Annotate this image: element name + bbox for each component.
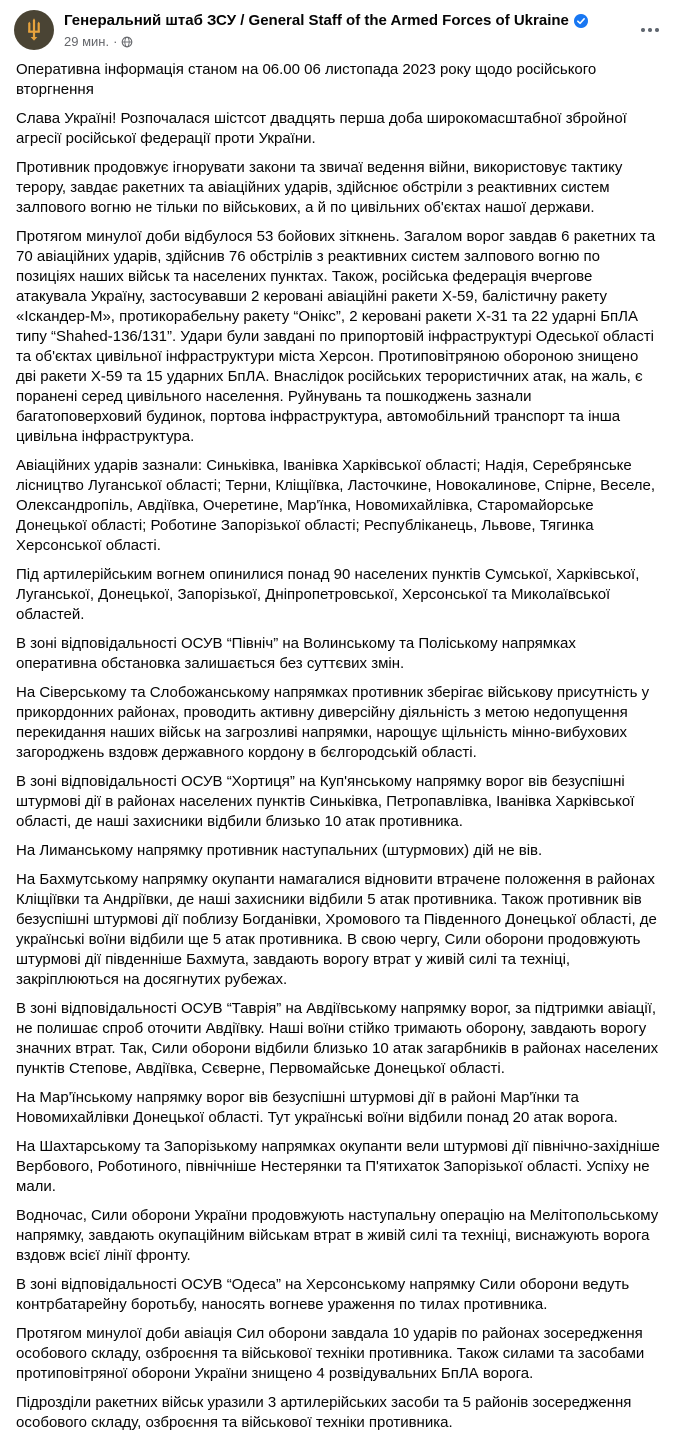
post-paragraph: Підрозділи ракетних військ уразили 3 артилерійських засоби та 5 районів зосередження особового складу, озброєння та військової техніки противника. bbox=[16, 1394, 632, 1431]
post-paragraph: На Сіверському та Слобожанському напрямках противник зберігає військову присутність у прикордонних районах, проводить активну диверсійну діяльність з метою недопущення перекидання наших військ на загрозливі напрямки, нарощує щільність мінно-вибухових загороджень вздовж державного кордону в бєлгородській області. bbox=[16, 684, 650, 761]
post-timestamp[interactable]: 29 мин. bbox=[64, 34, 110, 49]
post-paragraph: На Бахмутському напрямку окупанти намагалися відновити втрачене положення в районах Кліщіївки та Андріївки, де наші захисники відбили 5 атак противника. Також противник вів безуспішні штурмові дії поблизу Богданівки, Хромового та Південного Донецької області, де українські воїни відбили ще 5 атак противника. В свою чергу, Сили оборони продовжують штурмові дії південніше Бахмута, завдають ворогу втрат у живій силі та техніці, закріплюються на досягнутих рубежах. bbox=[16, 871, 657, 988]
post-paragraph: Авіаційних ударів зазнали: Синьківка, Іванівка Харківської області; Надія, Серебрянське лісництво Луганської області; Терни, Кліщіївка, Ласточкине, Новокалинове, Спірне, Веселе, Олександропіль, Авдіївка, Очеретине, Мар'їнка, Новомихайлівка, Старомайорське Донецької області; Роботине Запорізької області; Республіканець, Львове, Тягинка Херсонської області. bbox=[16, 457, 656, 554]
post-paragraph: В зоні відповідальності ОСУВ “Одеса” на Херсонському напрямку Сили оборони ведуть контрбатарейну боротьбу, наносять вогневе ураження по тилах противника. bbox=[16, 1276, 630, 1313]
verified-badge-icon bbox=[574, 14, 588, 28]
post-meta-row bbox=[64, 34, 588, 50]
post-paragraph: В зоні відповідальності ОСУВ “Таврія” на Авдіївському напрямку ворог, за підтримки авіації, не полишає спроб оточити Авдіївку. Наші воїни стійко тримають оборону, завдають ворогу значних втрат. Так, Сили оборони відбили близько 10 атак загарбників в районах населених пунктів Степове, Авдіївка, Сєверне, Первомайське Донецької області. bbox=[16, 1000, 659, 1077]
globe-icon bbox=[121, 36, 133, 48]
post-paragraph: На Шахтарському та Запорізькому напрямках окупанти вели штурмові дії північно-західніше Вербового, Роботиного, північніше Нестерянки та П'ятихаток Запорізької області. Успіху не мали. bbox=[16, 1138, 660, 1195]
post-text bbox=[14, 60, 660, 1433]
meta-separator: · bbox=[113, 34, 118, 49]
author-row bbox=[64, 11, 588, 30]
post-paragraph: Протягом минулої доби відбулося 53 бойових зіткнень. Загалом ворог завдав 6 ракетних та 70 авіаційних ударів, здійснив 76 обстрілів з реактивних систем залпового вогню по позиціях наших військ та населених пунктах. Також, російська федерація вчергове атакувала Україну, застосувавши 2 керовані авіаційні ракети Х-59, балістичну ракету «Іскандер-М», протикорабельну ракету “Онікс”, 2 керовані ракети Х-31 та 22 ударні БпЛА типу “Shahed-136/131”. Удари були завдані по припортовій інфраструктурі Одеської області та об'єктах цивільної інфраструктури міста Херсон. Протиповітряною обороною знищено дві ракети Х-59 та 15 ударних БпЛА. Внаслідок російських терористичних атак, на жаль, є поранені серед цивільного населення. Руйнувань та пошкоджень зазнали багатоповерховий будинок, портова інфраструктура, автомобільний транспорт та інша цивільна інфраструктура. bbox=[16, 228, 656, 445]
more-options-button[interactable] bbox=[634, 14, 666, 46]
post-paragraph: Противник продовжує ігнорувати закони та звичаї ведення війни, використовує тактику терору, завдає ракетних та авіаційних ударів, здійснює обстріли з реактивних систем залпового вогню не тільки по військових, а й по цивільних об'єктах нашої держави. bbox=[16, 159, 623, 216]
post-paragraph: Слава Україні! Розпочалася шістсот двадцять перша доба широкомасштабної збройної агресії російської федерації проти України. bbox=[16, 110, 627, 147]
post-paragraph: Протягом минулої доби авіація Сил оборони завдала 10 ударів по районах зосередження особового складу, озброєння та військової техніки противника. Також силами та засобами протиповітряної оборони України знищено 4 розвідувальних БпЛА ворога. bbox=[16, 1325, 645, 1382]
post-paragraph: На Лиманському напрямку противник наступальних (штурмових) дій не вів. bbox=[16, 842, 543, 859]
post-paragraph: Оперативна інформація станом на 06.00 06 листопада 2023 року щодо російського вторгнення bbox=[16, 61, 597, 98]
post-paragraph: Водночас, Сили оборони України продовжують наступальну операцію на Мелітопольському напрямку, завдають окупаційним військам втрат в живій силі та техніці, виснажують ворога вздовж всієї лінії фронту. bbox=[16, 1207, 659, 1264]
post-paragraph: Під артилерійським вогнем опинилися понад 90 населених пунктів Сумської, Харківської, Луганської, Донецької, Запорізької, Дніпропетровської, Херсонської та Миколаївської областей. bbox=[16, 566, 640, 623]
post-header bbox=[14, 10, 660, 50]
ukraine-trident-icon bbox=[22, 17, 46, 43]
page-avatar[interactable] bbox=[14, 10, 54, 50]
post-header-info bbox=[64, 10, 588, 50]
post-paragraph: На Мар'їнському напрямку ворог вів безуспішні штурмові дії в районі Мар'їнки та Новомихайлівки Донецької області. Тут українські воїни відбили понад 20 атак ворога. bbox=[16, 1089, 618, 1126]
page-name-link[interactable]: Генеральний штаб ЗСУ / General Staff of the Armed Forces of Ukraine bbox=[64, 12, 569, 29]
post-paragraph: В зоні відповідальності ОСУВ “Хортиця” на Куп'янському напрямку ворог вів безуспішні штурмові дії в районах населених пунктів Синьківка, Петропавлівка, Іванівка Харківської області, де наші захисники відбили близько 10 атак противника. bbox=[16, 773, 635, 830]
more-options-icon bbox=[640, 28, 661, 32]
post-paragraph: В зоні відповідальності ОСУВ “Північ” на Волинському та Поліському напрямках оперативна обстановка залишається без суттєвих змін. bbox=[16, 635, 576, 672]
